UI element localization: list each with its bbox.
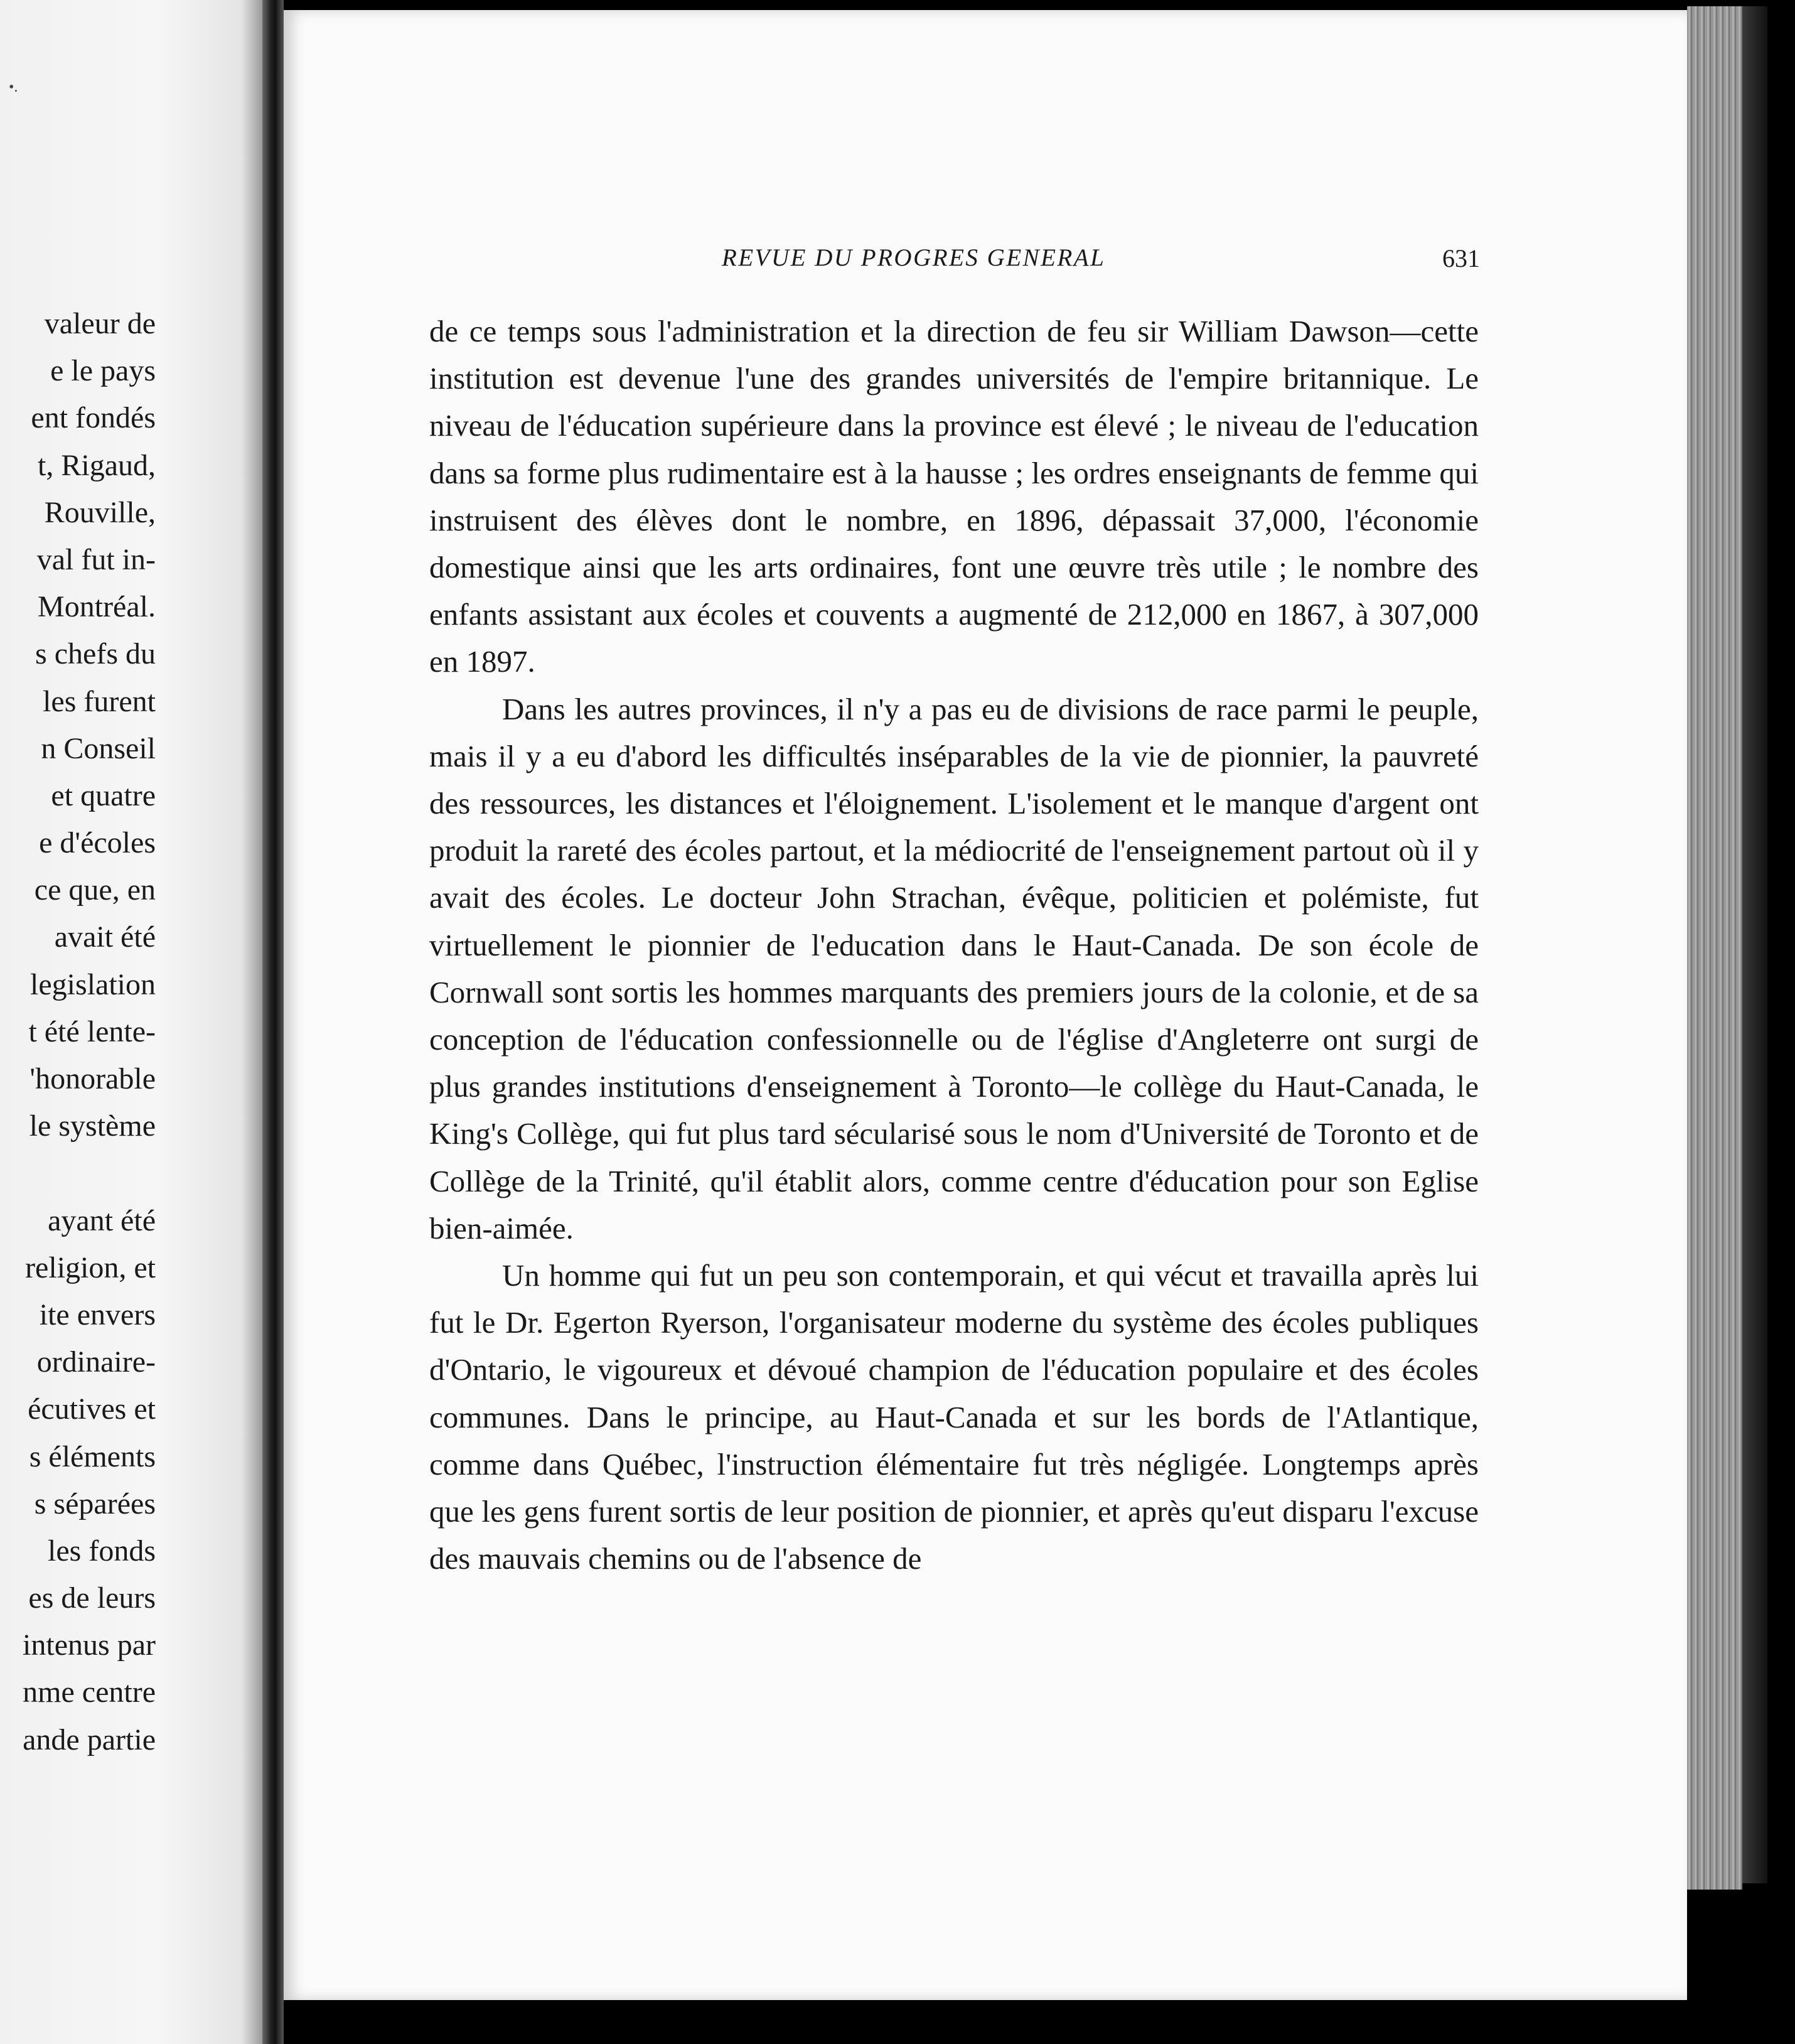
page-edges [1687,6,1742,1890]
left-line: avait été [54,920,156,954]
left-line: s séparées [34,1487,156,1520]
paragraph: de ce temps sous l'administration et la direction de feu sir William Dawson—cette institution est devenue l'une des grandes universités de l'empire britannique. Le niveau de l'éducation supérieure dans la province est élevé ; le niveau de l'education dans sa forme plus rudimentaire est à la hausse ; les ordres enseignants de femme qui instruisent des élèves dont le nombre, en 1896, dépassait 37,000, l'économie domestique ainsi que les arts ordinaires, font une œuvre très utile ; le nombre des enfants assistant aux écoles et couvents a augmenté de 212,000 en 1867, à 307,000 en 1897. [429,314,1479,679]
left-line: écutives et [28,1392,156,1426]
left-line: ordinaire- [36,1345,156,1379]
left-line: le système [29,1109,156,1143]
page-number: 631 [1442,244,1480,272]
paragraph: Dans les autres provinces, il n'y a pas eu de divisions de race parmi le peuple, mais il y a eu d'abord les difficultés inséparables de la vie de pionnier, la pauvreté des ressources, les distances et l'éloignement. L'isolement et le manque d'argent ont produit la rareté des écoles partout, et la médiocrité de l'enseignement partout où il y avait des écoles. Le docteur John Strachan, évêque, politicien et polémiste, fut virtuellement le pionnier de l'education dans le Haut-Canada. De son école de Cornwall sont sortis les hommes marquants des premiers jours de la colonie, et de sa conception de l'éducation confessionnelle ou de l'église d'Angleterre ont surgi de plus grandes institutions d'enseignement à Toronto—le collège du Haut-Canada, le King's Collège, qui fut plus tard sécularisé sous le nom d'Université de Toronto et de Collège de la Trinité, qu'il établit alors, comme centre d'éducation pour son Eglise bien-aimée. [429,691,1479,1245]
right-page [284,10,1687,2000]
left-line: s chefs du [35,637,156,671]
left-line: s éléments [29,1439,156,1473]
left-line: ce que, en [34,873,156,907]
left-line: 'honorable [29,1062,156,1095]
paragraph: Un homme qui fut un peu son contemporain, et qui vécut et travailla après lui fut le Dr. Egerton Ryerson, l'organisateur moderne du système des écoles publiques d'Ontario, le vigoureux et dévoué champion de l'éducation populaire et des écoles communes. Dans le principe, au Haut-Canada et sur les bords de l'Atlantique, comme dans Québec, l'instruction élémentaire fut très négligée. Longtemps après que les gens furent sortis de leur position de pionnier, et après qu'eut disparu l'excuse des mauvais chemins ou de l'absence de [429,1258,1479,1576]
left-line: ayant été [48,1203,156,1237]
left-line: les fonds [48,1534,156,1568]
left-line: t été lente- [28,1014,156,1048]
left-line: e d'écoles [39,826,156,860]
left-line: nme centre [23,1676,156,1709]
left-line: intenus par [23,1628,156,1662]
book-gutter [262,0,284,2044]
left-line: ande partie [23,1723,156,1756]
stray-mark: •. [9,79,18,95]
left-line: ent fondés [31,401,156,435]
left-line: n Conseil [41,731,156,765]
left-line: e le pays [50,354,156,388]
left-line: et quatre [51,778,156,812]
left-line: Montréal. [38,590,156,624]
running-title: REVUE DU PROGRES GENERAL [722,244,1106,271]
book-cover-edge [1742,6,1767,1883]
left-line: val fut in- [36,542,156,576]
body-text [429,308,1479,1582]
left-line: religion, et [25,1251,156,1284]
left-page-text-fragments [23,300,156,1763]
running-head [284,244,1687,288]
left-facing-page [0,0,262,2044]
left-line: legislation [30,967,156,1001]
left-line: Rouville, [44,495,156,529]
left-line: ite envers [39,1298,156,1331]
left-line [23,1149,156,1197]
left-line: t, Rigaud, [38,448,156,482]
left-line: les furent [43,684,156,718]
left-line: valeur de [44,307,156,340]
left-line: es de leurs [28,1581,156,1615]
